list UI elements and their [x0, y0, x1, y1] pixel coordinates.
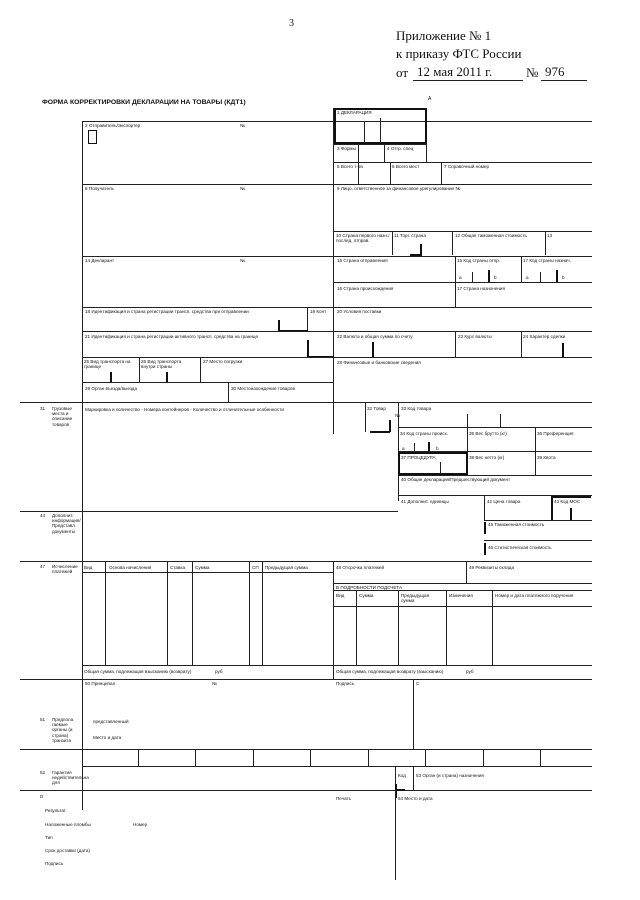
- field-34-label: 34 Код страны происх.: [400, 431, 449, 436]
- field-35-label: 35 Вес брутто (кг): [469, 431, 507, 436]
- field-17a-label: 17 Код страны назнач.: [523, 258, 571, 263]
- rule: [249, 561, 250, 665]
- rule: [392, 231, 393, 255]
- rule: [492, 590, 493, 665]
- rule: [398, 590, 399, 665]
- rule: [484, 543, 486, 555]
- field-14-label: 14 Декларант: [85, 258, 115, 263]
- seals-label: Наложенные пломбы: [45, 822, 91, 827]
- rule: [358, 162, 359, 184]
- field-39-label: 39 Квота: [537, 455, 556, 460]
- total-left-rub: руб: [215, 669, 223, 674]
- field-2-label: 2 Отправитель/Экспортер: [85, 123, 141, 128]
- rule: [334, 162, 592, 163]
- rule: [310, 749, 311, 766]
- field-22-label: 22 Валюта и общая сумма по счету: [337, 334, 413, 339]
- signature-2-label: Подпись: [45, 861, 64, 866]
- rule: [334, 282, 592, 283]
- field-24-label: 24 Характер сделки: [523, 334, 566, 339]
- field-54-label: 54 Место и дата: [398, 796, 433, 801]
- field-28-label: 28 Финансовые и банковские сведения: [337, 360, 421, 365]
- rule: [356, 590, 357, 665]
- field-8-no: №: [240, 186, 245, 191]
- details-title: В ПОДРОБНОСТИ ПОДСЧЕТА: [336, 585, 403, 590]
- field-46-label: 46 Статистическая стоимость: [488, 545, 552, 550]
- field-37-label: 37 ПРОЦЕДУРА: [401, 455, 436, 460]
- field-29-label: 29 Орган въезда/выезда: [85, 386, 138, 391]
- field-45-label: 45 Таможенная стоимость: [488, 522, 545, 527]
- field-51-number: 51: [40, 717, 46, 722]
- field-5-label: 5 Всего т-ов: [337, 164, 363, 169]
- field-50-no: №: [212, 681, 217, 686]
- date-prefix: от: [396, 65, 409, 80]
- rule: [139, 357, 140, 382]
- rule: [540, 272, 541, 282]
- page-number: 3: [289, 18, 294, 29]
- rule: [389, 420, 391, 432]
- rule: [20, 511, 398, 512]
- b-col-predyd: Предыдущая сумма: [401, 593, 430, 604]
- rule: [467, 414, 468, 427]
- rule: [441, 162, 442, 184]
- field-36-label: 36 Преференция: [537, 431, 574, 436]
- field-1-label: 1 ДЕКЛАРАЦИЯ: [337, 110, 372, 115]
- field-16-label: 16 Страна происхождения: [337, 286, 394, 291]
- rule: [440, 462, 441, 474]
- rule: [228, 382, 229, 402]
- rule: [556, 270, 558, 282]
- rule: [395, 789, 405, 791]
- date-underline: [413, 80, 523, 81]
- col-vid: Вид: [84, 565, 93, 570]
- appendix-line-2: к приказу ФТС России: [396, 46, 522, 61]
- field-27-label: 27 Место погрузки: [203, 359, 243, 364]
- rule: [484, 540, 592, 541]
- rule: [333, 108, 334, 434]
- field-31-label: Грузовые места и описание товаров: [52, 406, 73, 427]
- field-33-label: 33 Код товара: [401, 406, 432, 411]
- rule: [307, 307, 308, 331]
- field-31-number: 31: [40, 406, 46, 411]
- field-7-label: 7 Справочный номер: [444, 164, 490, 169]
- total-right-rub: руб: [466, 669, 474, 674]
- field-50-label: 50 Принципал: [85, 681, 116, 686]
- b-col-izm: Изменения: [449, 593, 473, 598]
- field-32-label: 32 Товар: [367, 406, 386, 411]
- field-21-label: 21 Идентификация и страна регистрации активного трансп. средства на границе: [85, 334, 259, 339]
- rule: [333, 561, 334, 679]
- field-41-label: 41 Дополнит. единицы: [401, 499, 449, 504]
- field-30-label: 30 Местонахождение товаров: [231, 386, 295, 391]
- rule: [138, 749, 139, 766]
- rule: [370, 431, 390, 433]
- rule: [333, 583, 592, 584]
- corner-mark-a: A: [428, 96, 432, 102]
- rule: [82, 766, 592, 767]
- field-6-label: 6 Всего мест: [392, 164, 420, 169]
- rule: [521, 256, 522, 282]
- rule: [425, 749, 426, 766]
- rule: [484, 495, 485, 520]
- rule: [82, 184, 592, 185]
- rule: [380, 118, 381, 142]
- rule: [472, 272, 473, 282]
- section-d-mark: D: [40, 794, 44, 799]
- rule: [105, 561, 106, 665]
- rule: [20, 679, 592, 680]
- total-left-label: Общая сумма, подлежащая взысканию (возврату): [84, 669, 192, 674]
- rule: [413, 679, 414, 749]
- field-20-label: 20 Условия поставки: [337, 309, 382, 314]
- order-number: 976: [545, 64, 565, 79]
- rule: [446, 590, 447, 665]
- field-47-label: Исчисление платежей: [52, 564, 78, 575]
- rule: [82, 357, 592, 358]
- field-52-number: 52: [40, 770, 46, 775]
- field-4-label: 4 Отгр. спец: [387, 146, 414, 151]
- rule: [82, 307, 592, 308]
- rule: [390, 162, 391, 184]
- col-osnova: Основа начисления: [109, 565, 152, 570]
- appendix-line-1: Приложение № 1: [396, 28, 492, 43]
- delivery-date-label: Срок доставки (дата): [45, 848, 90, 853]
- field-12-label: 12 Общая таможенная стоимость: [455, 233, 527, 238]
- field-49-label: 49 Реквизиты склада: [469, 565, 515, 570]
- field-13-label: 13: [547, 233, 553, 238]
- field-15a-a: a: [459, 275, 462, 280]
- field-17a-a: a: [526, 275, 529, 280]
- rule: [395, 790, 396, 880]
- field-17-label: 17 Страна назначения: [457, 286, 505, 291]
- field-19-label: 19 Конт: [310, 309, 327, 314]
- rule: [82, 382, 333, 383]
- rule: [195, 749, 196, 766]
- b-col-summa: Сумма: [359, 593, 374, 598]
- form-title: ФОРМА КОРРЕКТИРОВКИ ДЕКЛАРАЦИИ НА ТОВАРЫ (КДТ1): [42, 99, 246, 106]
- field-18-label: 18 Идентификация и страна регистрации трансп. средства при отправлении: [85, 309, 249, 314]
- rule: [570, 508, 572, 520]
- rule: [484, 520, 592, 521]
- rule: [398, 475, 592, 476]
- rule: [413, 766, 414, 790]
- number-prefix: №: [526, 65, 539, 80]
- rule: [455, 331, 456, 357]
- rule: [307, 340, 309, 357]
- rule: [82, 331, 592, 332]
- rule: [166, 372, 168, 382]
- rule: [452, 231, 453, 255]
- rule: [426, 144, 427, 162]
- rule: [372, 342, 374, 357]
- col-summa: Сумма: [195, 565, 210, 570]
- field-34-a: a: [402, 446, 405, 451]
- rule: [200, 357, 201, 382]
- rule: [333, 606, 592, 607]
- col-predyd: Предыдущая сумма: [265, 565, 308, 570]
- rule: [167, 561, 168, 665]
- section-c-mark: C: [416, 681, 420, 686]
- rule: [82, 665, 592, 666]
- rule: [20, 790, 592, 791]
- rule: [82, 572, 333, 573]
- rule: [334, 144, 426, 145]
- rule: [364, 122, 365, 142]
- checkbox-icon: [88, 130, 97, 144]
- stamp-label: Печать: [336, 796, 352, 801]
- seals-number-label: Номер: [133, 822, 148, 827]
- field-26-label: 26 Вид транспорта внутри страны: [141, 359, 182, 370]
- field-52-label: Гарантия недействительна для: [52, 770, 89, 786]
- result-label: Результат: [45, 808, 66, 813]
- field-34-b: b: [436, 446, 439, 451]
- signature-label: Подпись: [336, 681, 355, 686]
- rule: [334, 231, 592, 232]
- field-53-label: 53 Орган (и страна) назначения: [416, 773, 484, 778]
- field-2-no: №: [240, 123, 245, 128]
- total-right-label: Общая сумма, подлежащая возврату (взысканию): [336, 669, 444, 674]
- presented-label: представленный: [93, 719, 129, 724]
- field-48-label: 48 Отсрочка платежей: [336, 565, 385, 570]
- field-40-label: 40 Общая декларация/Предшествующий документ: [401, 477, 511, 482]
- rule: [398, 427, 592, 428]
- rule: [488, 270, 490, 282]
- field-9-label: 9 Лицо, ответственное за финансовое урегулирование №: [337, 186, 461, 191]
- field-15a-label: 15 Код страны отпр.: [457, 258, 500, 263]
- field-11-label: 11 Торг. страна: [394, 233, 426, 238]
- rule: [545, 231, 546, 255]
- field-15-label: 15 Страна отправления: [337, 258, 388, 263]
- place-date-label: Место и дата: [93, 735, 122, 740]
- field-23-label: 23 Курс валюты: [458, 334, 492, 339]
- field-43-label: 43 Код МОС: [554, 499, 581, 504]
- rule: [414, 443, 415, 451]
- rule: [262, 561, 263, 665]
- b-col-vid: Вид: [336, 593, 345, 598]
- rule: [82, 256, 592, 257]
- field-3-label: 3 Формы: [337, 146, 356, 151]
- field-8-label: 8 Получатель: [85, 186, 114, 191]
- col-sp: СП: [252, 565, 259, 570]
- rule: [253, 749, 254, 766]
- rule: [358, 144, 359, 162]
- field-32-no: №: [395, 413, 400, 418]
- field-47-number: 47: [40, 564, 46, 569]
- rule: [368, 749, 369, 766]
- code-label: Код: [398, 773, 406, 778]
- field-14-no: №: [240, 258, 245, 263]
- rule: [384, 144, 385, 162]
- order-date: 12 мая 2011 г.: [417, 64, 493, 79]
- rule: [333, 590, 592, 591]
- number-underline: [541, 80, 587, 81]
- rule: [500, 414, 501, 427]
- field-25-label: 25 Вид транспорта на границе: [84, 359, 131, 370]
- rule: [365, 402, 366, 432]
- col-stavka: Ставка: [170, 565, 186, 570]
- rule: [82, 121, 83, 810]
- rule: [562, 343, 564, 357]
- rule: [192, 561, 193, 665]
- rule: [110, 372, 112, 382]
- b-col-nomer: Номер и дата платежного поручения: [495, 593, 574, 598]
- field-44-label: Дополнит. информация/ Представл. документы: [52, 513, 81, 534]
- field-10-label: 10 Страна первого назн./послед. отправ.: [336, 233, 390, 244]
- rule: [484, 522, 486, 534]
- rule: [521, 331, 522, 357]
- field-31-description: Маркировка и количество - Номера контейнеров - Количество и отличительные особенности: [85, 407, 284, 412]
- field-17a-b: b: [562, 275, 565, 280]
- field-51-label: Предпола гаемые органы (и страна) транзита: [52, 717, 74, 743]
- field-15a-b: b: [494, 275, 497, 280]
- rule: [20, 749, 592, 750]
- rule: [466, 561, 467, 583]
- type-label: Тип: [45, 835, 53, 840]
- rule: [483, 749, 484, 766]
- rule: [20, 402, 592, 403]
- field-44-number: 44: [40, 513, 46, 518]
- field-38-label: 38 Вес нетто (кг): [469, 455, 505, 460]
- field-42-label: 42 Цена товара: [487, 499, 521, 504]
- rule: [540, 749, 541, 766]
